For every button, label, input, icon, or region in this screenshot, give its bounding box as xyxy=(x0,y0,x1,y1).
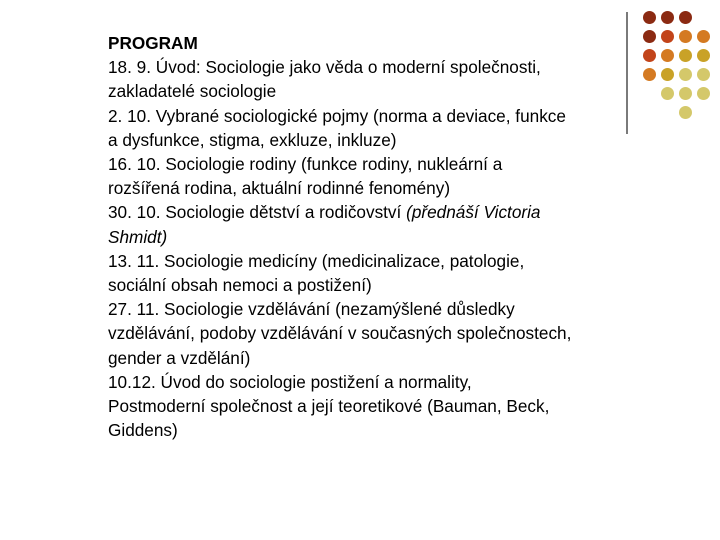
decor-dot xyxy=(697,49,710,62)
decor-dot xyxy=(661,11,674,24)
program-line: 18. 9. Úvod: Sociologie jako věda o moderní společnosti, xyxy=(108,57,541,78)
program-line: gender a vzdělání) xyxy=(108,347,251,368)
decor-dot xyxy=(697,87,710,100)
program-line: 16. 10. Sociologie rodiny (funkce rodiny, nukleární a xyxy=(108,154,503,175)
program-line: 13. 11. Sociologie medicíny (medicinalizace, patologie, xyxy=(108,250,525,271)
program-text xyxy=(108,31,668,442)
lecture-topic: 30. 10. Sociologie dětství a rodičovství xyxy=(108,202,407,223)
program-title: PROGRAM xyxy=(108,33,198,53)
program-line: a dysfunkce, stigma, exkluze, inkluze) xyxy=(108,129,397,150)
program-line: sociální obsah nemoci a postižení) xyxy=(108,275,372,296)
program-line: Giddens) xyxy=(108,420,178,441)
program-line: 2. 10. Vybrané sociologické pojmy (norma a deviace, funkce xyxy=(108,105,566,126)
decor-dot xyxy=(697,30,710,43)
decor-dot xyxy=(679,106,692,119)
lecturer-note: (přednáší Victoria xyxy=(406,202,541,223)
program-line-lecture-30-10 xyxy=(108,200,668,224)
decor-dot xyxy=(679,11,692,24)
lecturer-name: Shmidt) xyxy=(108,226,168,247)
program-line xyxy=(108,225,668,249)
program-line: zakladatelé sociologie xyxy=(108,81,277,102)
decor-dot xyxy=(679,68,692,81)
decor-dot xyxy=(679,87,692,100)
decor-dot xyxy=(697,68,710,81)
program-line: rozšířená rodina, aktuální rodinné fenomény) xyxy=(108,178,451,199)
decor-dot xyxy=(679,49,692,62)
program-line: 10.12. Úvod do sociologie postižení a normality, xyxy=(108,371,472,392)
decor-dot xyxy=(643,11,656,24)
program-line: Postmoderní společnost a její teoretikové (Bauman, Beck, xyxy=(108,396,550,417)
decor-dot xyxy=(679,30,692,43)
program-line: 27. 11. Sociologie vzdělávání (nezamýšlené důsledky xyxy=(108,299,515,320)
program-line: vzdělávání, podoby vzdělávání v současných společnostech, xyxy=(108,323,572,344)
